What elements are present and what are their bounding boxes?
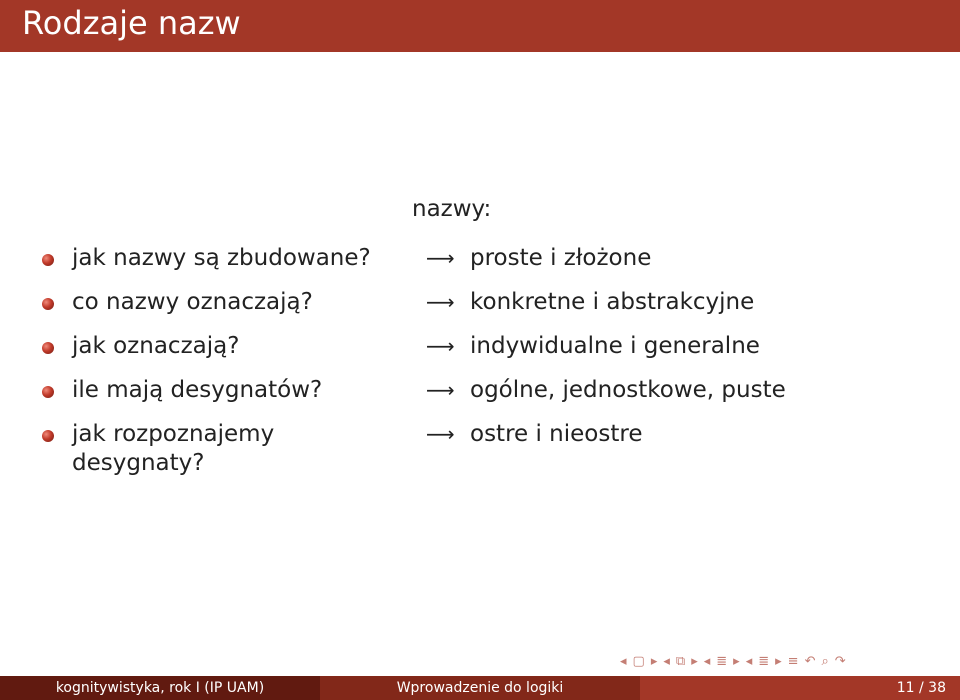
arrow-icon: ⟶ (426, 246, 455, 270)
list-item-text: co nazwy oznaczają? (72, 289, 313, 315)
question-list (40, 244, 400, 493)
nav-right-icon[interactable]: ▸ (775, 653, 782, 669)
beamer-navigation (620, 650, 950, 672)
nav-right-icon[interactable]: ▸ (691, 653, 698, 669)
nav-right-icon[interactable]: ▸ (733, 653, 740, 669)
list-item (40, 420, 400, 478)
name-types-list (426, 244, 946, 464)
bullet-icon (42, 386, 54, 398)
list-item-text: jak rozpoznajemy desygnaty? (72, 421, 275, 476)
bullet-icon (42, 430, 54, 442)
footer-page-number: 11 / 38 (640, 676, 960, 700)
list-item (426, 376, 946, 405)
list-item (426, 420, 946, 449)
section-icon[interactable]: ≣ (716, 653, 728, 669)
arrow-icon: ⟶ (426, 378, 455, 402)
list-item (426, 288, 946, 317)
list-item (40, 244, 400, 273)
nav-right-icon[interactable]: ▸ (650, 653, 658, 669)
footer (0, 676, 960, 700)
frame-icon[interactable]: ▢ (632, 653, 645, 669)
footer-author: kognitywistyka, rok I (IP UAM) (0, 676, 320, 700)
slide-title: Rodzaje nazw (22, 4, 241, 42)
list-item-text: indywidualne i generalne (470, 333, 760, 359)
list-item (40, 376, 400, 405)
list-item-text: proste i złożone (470, 245, 652, 271)
arrow-icon: ⟶ (426, 422, 455, 446)
arrow-icon: ⟶ (426, 290, 455, 314)
list-item (40, 288, 400, 317)
nav-left-icon[interactable]: ◂ (703, 653, 711, 669)
nav-left-icon[interactable]: ◂ (745, 653, 753, 669)
list-item (40, 332, 400, 361)
subsection-icon[interactable]: ⧉ (675, 653, 686, 669)
redo-icon[interactable]: ↷ (834, 653, 846, 669)
bullet-icon (42, 254, 54, 266)
outline-icon[interactable]: ≡ (787, 653, 799, 669)
footer-title: Wprowadzenie do logiki (320, 676, 640, 700)
list-item-text: jak oznaczają? (72, 333, 240, 359)
undo-icon[interactable]: ↶ (804, 653, 816, 669)
list-item-text: ogólne, jednostkowe, puste (470, 377, 786, 403)
arrow-icon: ⟶ (426, 334, 455, 358)
nav-left-icon[interactable]: ◂ (620, 653, 627, 669)
right-heading: nazwy: (412, 196, 492, 222)
list-item-text: ostre i nieostre (470, 421, 643, 447)
list-item-text: konkretne i abstrakcyjne (470, 289, 755, 315)
list-item (426, 244, 946, 273)
nav-left-icon[interactable]: ◂ (663, 653, 670, 669)
section-icon[interactable]: ≣ (758, 653, 770, 669)
bullet-icon (42, 298, 54, 310)
slide-title-bar (0, 0, 960, 52)
list-item-text: ile mają desygnatów? (72, 377, 323, 403)
search-icon[interactable]: ⌕ (821, 653, 829, 669)
bullet-icon (42, 342, 54, 354)
list-item-text: jak nazwy są zbudowane? (72, 245, 371, 271)
list-item (426, 332, 946, 361)
